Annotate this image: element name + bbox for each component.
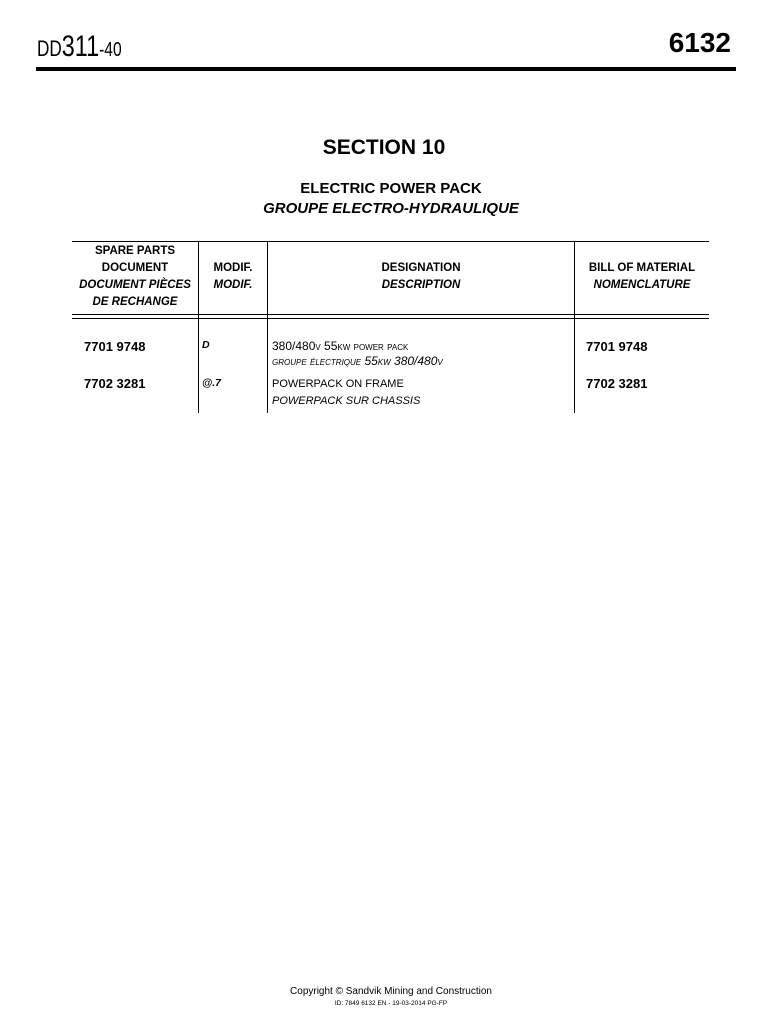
section-title: SECTION 10 bbox=[322, 136, 446, 159]
section-title-english: ELECTRIC POWER PACK bbox=[300, 180, 482, 197]
header-modif: MODIF. MODIF. bbox=[213, 262, 253, 291]
spare-parts-doc-number: 7702 3281 bbox=[84, 376, 146, 391]
model-suffix: -40 bbox=[99, 39, 122, 61]
bill-of-material-number: 7701 9748 bbox=[586, 339, 648, 354]
bill-of-material-number: 7702 3281 bbox=[586, 376, 648, 391]
header-spare-parts-doc: SPARE PARTS DOCUMENT DOCUMENT PIÈCES DE RECHANGE bbox=[79, 245, 191, 308]
table-top-rule bbox=[72, 241, 709, 242]
page-code: 6132 bbox=[668, 27, 731, 58]
model-number: 311 bbox=[61, 30, 100, 63]
designation-french: POWERPACK SUR CHASSIS bbox=[272, 395, 421, 407]
table-header-rule-double bbox=[72, 318, 709, 319]
table-header-rule bbox=[72, 314, 709, 315]
designation-english: 380/480v 55kw power pack bbox=[272, 339, 409, 353]
modif-code: D bbox=[202, 339, 210, 351]
designation-english: POWERPACK ON FRAME bbox=[272, 378, 404, 390]
header-bill-of-material: BILL OF MATERIAL NOMENCLATURE bbox=[588, 262, 696, 291]
model-prefix: DD bbox=[37, 36, 62, 61]
model-designation bbox=[37, 30, 122, 64]
modif-code: @.7 bbox=[202, 377, 221, 389]
designation-french: groupe électrique 55kw 380/480v bbox=[272, 354, 443, 368]
section-title-french: GROUPE ELECTRO-HYDRAULIQUE bbox=[263, 200, 519, 217]
document-id: ID: 7849 6132 EN - 19-03-2014 PG-FP bbox=[334, 1000, 448, 1007]
spare-parts-doc-number: 7701 9748 bbox=[84, 339, 146, 354]
header-designation: DESIGNATION DESCRIPTION bbox=[381, 262, 461, 291]
copyright-notice: Copyright © Sandvik Mining and Construction bbox=[290, 986, 492, 997]
header-rule bbox=[36, 67, 736, 71]
